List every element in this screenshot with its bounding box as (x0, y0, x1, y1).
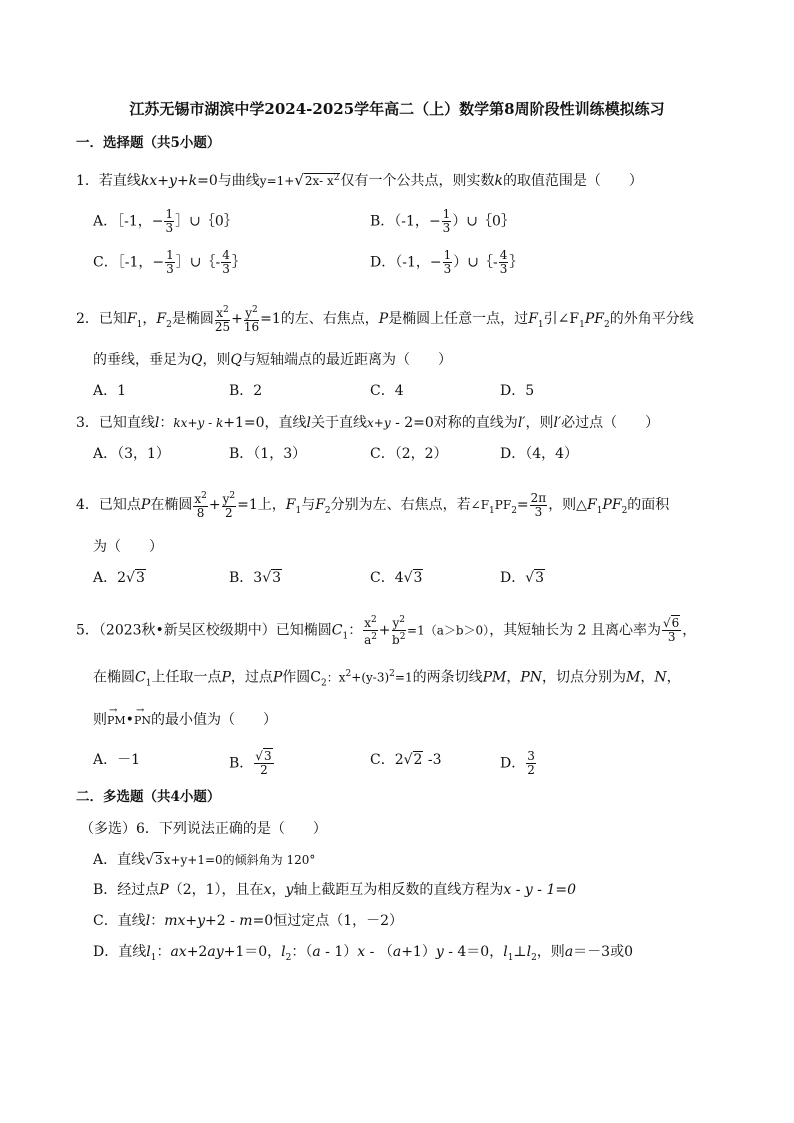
comma: ， (682, 622, 697, 639)
sub: 1 (150, 952, 157, 963)
exp: 2 (252, 305, 258, 315)
question-5-line2 (93, 664, 681, 693)
pf: PF (494, 498, 512, 512)
q1-text: 的取值范围是（ ） (502, 173, 643, 189)
condition: =1（a＞b＞0） (407, 623, 490, 638)
q3-expr: x+y (367, 416, 391, 430)
p: P (378, 311, 389, 327)
denominator: 8 (196, 506, 205, 520)
fraction (215, 304, 230, 334)
var: b (392, 633, 400, 647)
numerator (193, 490, 208, 507)
denominator: 3 (499, 262, 508, 276)
option-label: A．直线 (93, 852, 146, 868)
a: a (392, 944, 402, 960)
question-2-line2 (93, 350, 452, 370)
lprime: l′ (517, 415, 526, 431)
p: P (272, 669, 283, 686)
q5-text: 5．（2023秋•新吴区校级期中）已知椭圆 (76, 622, 332, 639)
q2-text: 的垂线，垂足为 (93, 352, 191, 368)
question-5 (76, 614, 696, 647)
q3-option-d[interactable]: D．（4，4） (500, 446, 579, 462)
m: M (626, 669, 641, 686)
sub: 2 (511, 505, 517, 516)
minus: − (429, 254, 442, 271)
sub: 1 (342, 631, 349, 642)
expr: - （ (365, 944, 393, 960)
section-heading-multi: 二．多选题（共4小题） (76, 789, 221, 805)
sub: 1 (136, 319, 143, 330)
plus: + (378, 622, 391, 639)
fraction (392, 614, 407, 647)
q3-text: 关于直线 (311, 415, 368, 431)
fraction (222, 490, 237, 520)
var: x (194, 492, 202, 506)
q5-text: 则 (93, 712, 107, 728)
option-text: ＝－3或0 (573, 944, 633, 960)
sub: 2 (324, 505, 331, 516)
option-eq: x - y - 1=0 (503, 882, 576, 898)
denominator: 25 (214, 320, 231, 334)
plus: + (208, 497, 221, 513)
fraction (443, 249, 453, 276)
var: y (245, 306, 252, 320)
l: l (526, 944, 532, 960)
numerator: 2π (530, 490, 547, 505)
q4-option-a[interactable] (93, 568, 146, 588)
l: l (503, 944, 508, 960)
angle: ∠F (470, 498, 490, 512)
a: a (564, 944, 574, 960)
option-tail: ｝ (231, 254, 246, 271)
q5-text: ，切点分别为 (542, 669, 627, 686)
minus: − (152, 254, 165, 271)
expr: +1＝0， (223, 944, 282, 960)
sqrt-sign: √ (663, 616, 671, 630)
exp: 2 (399, 615, 406, 625)
option-label: C．直线 (93, 913, 146, 929)
sqrt-sign: √ (294, 171, 304, 189)
exp: 2 (399, 632, 406, 642)
question-1 (76, 168, 643, 191)
q4-option-c[interactable] (370, 568, 423, 588)
sub: 2 (285, 952, 292, 963)
q6-option-a[interactable] (93, 850, 315, 870)
q1-text: 仅有一个公共点，则实数 (340, 173, 495, 189)
option-label: C．4 (370, 570, 404, 586)
numerator: 1 (443, 248, 452, 262)
radicand: 3 (135, 570, 145, 586)
colon: ： (150, 913, 165, 929)
sub: 2 (321, 678, 327, 689)
comma: ， (640, 669, 655, 686)
q3-text: +1=0，直线 (223, 415, 307, 431)
q3-option-b[interactable]: B．（1，3） (229, 446, 307, 462)
expr: +2 - (205, 913, 240, 929)
c: C (135, 669, 146, 686)
minus: − (428, 213, 441, 230)
q2-option-b[interactable]: B．2 (229, 383, 263, 399)
q2-text: 与短轴端点的最近距离为（ ） (241, 352, 452, 368)
q6-option-c[interactable] (93, 911, 403, 931)
fraction (442, 208, 452, 235)
option-text: =0恒过定点（1，－2） (252, 913, 404, 929)
eq: = (516, 497, 529, 513)
q1-option-c[interactable] (93, 249, 246, 276)
q2-text: 2．已知 (76, 311, 127, 327)
q5-option-b[interactable] (229, 750, 275, 777)
numerator: 1 (165, 207, 174, 221)
question-3 (76, 413, 659, 433)
a: a (312, 944, 321, 960)
option-label: D．直线 (93, 944, 147, 960)
q4-option-b[interactable] (229, 568, 282, 588)
exp: 2 (201, 491, 207, 501)
fraction (526, 750, 536, 777)
sqrt-sign: √ (525, 570, 535, 586)
sub: 2 (531, 952, 537, 963)
question-6: （多选）6．下列说法正确的是（ ） (80, 821, 327, 837)
q3-option-c[interactable]: C．（2，2） (370, 446, 448, 462)
question-4 (76, 490, 669, 521)
section-heading-choice: 一．选择题（共5小题） (76, 135, 221, 151)
q5-text: 作圆 (282, 669, 311, 686)
denominator: 3 (534, 504, 543, 519)
q1-radicand (304, 173, 341, 188)
q4-option-d[interactable] (500, 568, 545, 588)
q5-text: 上任取一点 (151, 669, 222, 686)
fraction (499, 249, 509, 276)
q1-text: =0与曲线 (197, 173, 260, 189)
y: y (435, 944, 444, 960)
fraction (165, 249, 175, 276)
page-title: 江苏无锡市湖滨中学2024-2025学年高二（上）数学第8周阶段性训练模拟练习 (129, 100, 665, 118)
fraction (164, 208, 174, 235)
option-tail: -3 (423, 752, 442, 768)
expr: +1） (401, 944, 436, 960)
q4-text: 与 (301, 497, 316, 513)
option-label: D． (500, 570, 526, 586)
radicand: 3 (413, 570, 423, 586)
q2-text: =1的左、右焦点， (260, 311, 379, 327)
q5-text: 在椭圆 (93, 669, 135, 686)
f2: F (315, 497, 325, 513)
denominator: 2 (527, 763, 535, 777)
radicand: 6 (671, 616, 680, 630)
sqrt-sign: √ (126, 570, 135, 586)
option-tail: ］∪｛0｝ (175, 213, 238, 230)
option-label: B． (229, 755, 254, 772)
f1: F (285, 497, 296, 513)
expr: - 4＝0， (443, 944, 504, 960)
p: P (140, 497, 151, 513)
fraction (254, 750, 273, 777)
question-5-line3 (93, 710, 277, 731)
q: Q (230, 352, 242, 368)
radicand: 3 (535, 570, 545, 586)
denominator (392, 631, 407, 647)
pf: PF (602, 497, 622, 513)
numerator: 4 (499, 248, 508, 262)
option-text: （2，1），且在 (168, 882, 264, 898)
sub: 2 (621, 505, 628, 516)
q5-option-c[interactable] (370, 750, 442, 770)
option-label: C．2 (370, 752, 404, 768)
option-tail: ｝ (509, 254, 524, 271)
numerator (392, 614, 407, 631)
numerator: 1 (442, 207, 451, 221)
x: x (357, 944, 366, 960)
l: l (146, 944, 151, 960)
denominator: 3 (443, 262, 452, 276)
sqrt-sign: √ (262, 570, 272, 586)
comma: ， (271, 882, 286, 898)
radicand: 3 (272, 570, 282, 586)
expr: - 1） (320, 944, 358, 960)
sub: 1 (537, 319, 544, 330)
denominator: 3 (165, 221, 174, 235)
var: x (216, 306, 223, 320)
radicand: 3 (155, 853, 163, 867)
q3-option-a[interactable]: A．（3，1） (93, 446, 170, 462)
option-label: C．［-1， (93, 254, 153, 271)
option-tail: ）∪｛0｝ (452, 213, 515, 230)
sub: 1 (579, 319, 585, 330)
ax: ax (170, 944, 187, 960)
l: l (306, 415, 312, 431)
q1-exp: 2 (333, 173, 340, 183)
sub: 1 (489, 505, 495, 516)
circle-eq: ：x (326, 670, 346, 685)
q1-option-a[interactable] (93, 208, 238, 235)
option-label: B．（-1， (370, 213, 429, 230)
option-text: ，则 (536, 944, 565, 960)
option-text: x+y+1=0的倾斜角为 120° (163, 853, 316, 867)
option-tail: ）∪｛- (453, 254, 498, 271)
q4-text: 的面积 (627, 497, 670, 513)
fraction (530, 492, 548, 519)
perp: ⊥ (513, 944, 527, 960)
fraction (244, 304, 259, 334)
var: x (364, 616, 372, 630)
q4-text: 在椭圆 (150, 497, 193, 513)
numerator (244, 304, 259, 321)
var: a (364, 633, 372, 647)
lprime: l′ (553, 415, 562, 431)
q3-text: - 2=0对称的直线为 (390, 415, 518, 431)
fraction (193, 490, 208, 520)
denominator: 16 (243, 320, 260, 334)
option-tail: ］∪｛- (175, 254, 221, 271)
y: y (285, 882, 294, 898)
colon: ： (156, 944, 171, 960)
option-label: A．2 (93, 570, 127, 586)
minus: − (151, 213, 164, 230)
l: l (145, 913, 151, 929)
q3-text: 3．已知直线 (76, 415, 155, 431)
q3-text: ，则 (525, 415, 554, 431)
sqrt-sign: √ (403, 752, 413, 768)
pf: PF (584, 311, 604, 327)
pn: PN (520, 669, 543, 686)
sub: 1 (145, 678, 152, 689)
sub: 1 (507, 952, 514, 963)
question-2 (76, 304, 694, 335)
sub: 1 (295, 505, 302, 516)
q5-option-a[interactable]: A．－1 (93, 752, 141, 768)
q5-text: 的两条切线 (412, 669, 483, 686)
q4-text: =1上， (237, 497, 286, 513)
numerator: 3 (527, 749, 535, 763)
q1-option-b[interactable] (370, 208, 515, 235)
l: l (281, 944, 286, 960)
q4-text: 分别为左、右焦点，若 (330, 497, 471, 513)
exp: 2 (371, 632, 377, 642)
f2: F (156, 311, 167, 327)
option-label: B．3 (229, 570, 263, 586)
var: y (392, 616, 400, 630)
ay: ay (207, 944, 224, 960)
q5-text: 的最小值为（ ） (150, 712, 277, 728)
comma: ， (142, 311, 157, 327)
sqrt-sign: √ (145, 852, 155, 868)
q4-text: ，则△ (548, 497, 587, 513)
minus: - (204, 416, 216, 430)
plus: + (231, 311, 243, 327)
pm: PM (482, 669, 507, 686)
n: N (654, 669, 667, 686)
k: k (215, 416, 224, 430)
expr: +2 (186, 944, 208, 960)
q2-text: 的外角平分线 (609, 311, 694, 327)
q5-text: ，过点 (230, 669, 273, 686)
expr: ：（ (291, 944, 313, 960)
f1: F (586, 497, 597, 513)
f1: F (528, 311, 538, 327)
circle-eq: +(y-3) (351, 670, 390, 685)
radicand: 2 (413, 752, 423, 768)
p: P (159, 882, 169, 898)
q: Q (191, 352, 203, 368)
q5-text: ，其短轴长为 2 且离心率为 (489, 622, 661, 639)
p: P (221, 669, 231, 686)
exp: 2 (345, 669, 352, 679)
q6-option-b[interactable] (93, 880, 576, 900)
radicand: 3 (263, 749, 272, 763)
question-4-line2: 为（ ） (93, 539, 163, 555)
exp: 2 (389, 669, 395, 679)
q2-text: 是椭圆上任意一点，过 (388, 311, 529, 327)
exp: 2 (222, 305, 229, 315)
sub: 1 (596, 505, 603, 516)
exp: 2 (371, 615, 377, 625)
q4-text: 4．已知点 (76, 497, 141, 513)
option-label: A．［-1， (93, 213, 152, 230)
circle-eq: =1 (394, 670, 413, 685)
denominator: 3 (442, 221, 451, 235)
colon: ： (348, 622, 363, 639)
q6-option-d[interactable] (93, 942, 633, 968)
fraction (662, 617, 681, 644)
q2-option-a[interactable]: A．1 (93, 383, 127, 399)
numerator: 1 (166, 248, 174, 262)
q3-expr: kx+y (173, 416, 205, 430)
sub: 2 (166, 319, 172, 330)
var: y (222, 492, 230, 506)
q2-text: ，则 (202, 352, 231, 368)
comma: ， (506, 669, 521, 686)
exp: 2 (229, 491, 236, 501)
colon: ： (159, 415, 174, 431)
q2-text: 是椭圆 (171, 311, 214, 327)
denominator (363, 631, 378, 647)
q1-text: 1．若直线 (76, 173, 141, 189)
denominator: 3 (667, 630, 676, 644)
option-label: D． (500, 755, 526, 772)
q2-text: 引∠F (543, 311, 580, 327)
denominator: 2 (225, 506, 233, 520)
comma: ， (666, 669, 681, 686)
vector-pn: → PN (134, 711, 151, 731)
q1-curve: y=1+ (259, 174, 295, 188)
numerator (254, 750, 273, 764)
dot: • (125, 712, 134, 728)
denominator: 3 (222, 262, 230, 276)
denominator: 2 (260, 763, 268, 777)
q1-radicand-text: 2x- x (304, 174, 334, 188)
denominator: 3 (166, 262, 174, 276)
q3-text: 必过点（ ） (561, 415, 660, 431)
sqrt-sign: √ (403, 570, 413, 586)
option-label: D．（-1， (370, 254, 430, 271)
fraction (363, 614, 378, 647)
q2-option-c[interactable]: C．4 (370, 383, 404, 399)
sub: 2 (603, 319, 610, 330)
l: l (154, 415, 160, 431)
option-text: 轴上截距互为相反数的直线方程为 (293, 882, 504, 898)
sqrt-sign: √ (255, 749, 263, 763)
option-label: B．经过点 (93, 882, 160, 898)
q1-k: k (494, 173, 503, 189)
vector-pm: → PM (107, 711, 126, 731)
m: m (239, 913, 253, 929)
numerator (662, 617, 681, 631)
c: C (331, 622, 343, 639)
numerator: 4 (222, 248, 230, 262)
fraction (221, 249, 231, 276)
numerator (215, 304, 230, 321)
q2-option-d[interactable]: D．5 (500, 383, 535, 399)
x: x (263, 882, 272, 898)
numerator (363, 614, 378, 631)
numerator (222, 490, 237, 507)
expr: mx+y (164, 913, 206, 929)
q5-option-d[interactable] (500, 750, 537, 777)
f1: F (126, 311, 137, 327)
q1-line-expr: kx+y+k (140, 173, 198, 189)
q1-option-d[interactable] (370, 249, 523, 276)
c2: C (310, 669, 322, 686)
